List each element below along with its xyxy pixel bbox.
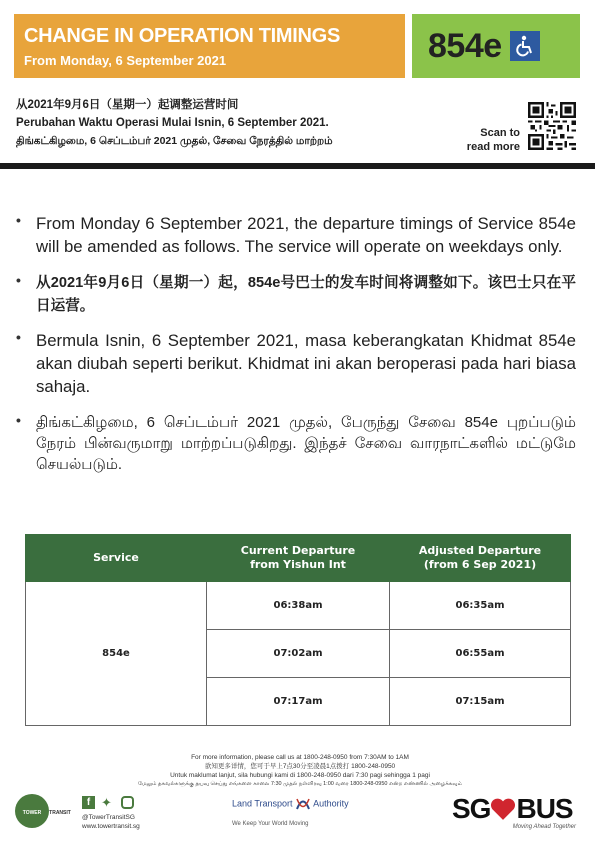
- tower-transit-logo: [14, 793, 76, 831]
- col-adjusted-header: Adjusted Departure (from 6 Sep 2021): [390, 535, 571, 582]
- instagram-icon[interactable]: [121, 796, 134, 809]
- contact-info-malay: Untuk maklumat lanjut, sila hubungi kami di 1800-248-0950 dari 7:30 pagi sehingga 1 pagi: [170, 772, 430, 779]
- wheelchair-icon: [510, 31, 540, 61]
- divider: [0, 163, 595, 169]
- bullet-chinese: • 从2021年9月6日（星期一）起，854e号巴士的发车时间将调整如下。该巴士只在平日运营。: [16, 272, 576, 318]
- title-banner: [14, 14, 405, 78]
- social-handle: @TowerTransitSG: [82, 814, 135, 821]
- lta-logo: [232, 797, 362, 827]
- bullet-english: • From Monday 6 September 2021, the departure timings of Service 854e will be amended as follows. The service will operate on weekdays only.: [16, 212, 576, 256]
- twitter-icon[interactable]: ✦: [101, 795, 112, 810]
- current-time-cell: 07:02am: [207, 630, 390, 678]
- facebook-icon[interactable]: f: [82, 796, 95, 809]
- sgbus-logo: SG BUS Moving Ahead Together: [452, 794, 582, 830]
- qr-label-line1: Scan to: [480, 127, 520, 139]
- col-current-header: Current Departure from Yishun Int: [207, 535, 390, 582]
- website-link[interactable]: www.towertransit.sg: [82, 823, 140, 830]
- adjusted-time-cell: 06:55am: [390, 630, 571, 678]
- header: [14, 14, 580, 78]
- qr-label: [454, 126, 520, 154]
- lta-name-2: Authority: [313, 798, 349, 809]
- adjusted-time-cell: 07:15am: [390, 678, 571, 726]
- lta-name-1: Land Transport: [232, 798, 293, 809]
- table-header-row: [26, 535, 571, 582]
- contact-info-tamil: மேலும் தகவல்களுக்கு தயவு செய்து எங்களை காலை 7:30 முதல் நள்ளிரவு 1:00 வரை 1800-248-0950 என்ற எண்ணில் அழைக்கவும்: [138, 781, 462, 787]
- current-time-cell: 06:38am: [207, 582, 390, 630]
- service-cell: 854e: [26, 582, 207, 726]
- social-links: [82, 796, 162, 831]
- announcement-body: [16, 212, 576, 475]
- service-number: 854e: [428, 26, 502, 65]
- bullet-chinese-text: 从2021年9月6日（星期一）起，854e号巴士的发车时间将调整如下。该巴士只在平日运营。: [36, 275, 576, 314]
- subtitle-malay: Perubahan Waktu Operasi Mulai Isnin, 6 September 2021.: [16, 117, 329, 129]
- page-subtitle: From Monday, 6 September 2021: [24, 53, 227, 68]
- table-row: [26, 582, 571, 630]
- lta-emblem-icon: [295, 797, 311, 811]
- sgbus-tagline: Moving Ahead Together: [512, 824, 576, 830]
- bullet-malay-text: Bermula Isnin, 6 September 2021, masa keberangkatan Khidmat 854e akan diubah seperti berikut. Khidmat ini akan beroperasi pada hari biasa sahaja.: [36, 331, 576, 396]
- bullet-tamil: • திங்கட்கிழமை, 6 செப்டம்பர் 2021 முதல், பேருந்து சேவை 854e புறப்படும் நேரம் பின்வருமாறு மாற்றப்படுகிறது. இந்தச் சேவை வாரநாட்களில் மட்டுமே செயல்படும்.: [16, 412, 576, 473]
- contact-info: [100, 753, 500, 789]
- heart-icon: [490, 797, 516, 821]
- svg-text:TOWER: TOWER: [22, 810, 42, 816]
- timings-table: [25, 534, 571, 726]
- subtitle-chinese: 从2021年9月6日（星期一）起调整运营时间: [16, 99, 239, 111]
- multilingual-subtitles: [16, 96, 446, 150]
- page-title: CHANGE IN OPERATION TIMINGS: [24, 25, 340, 47]
- subtitle-tamil: திங்கட்கிழமை, 6 செப்டம்பர் 2021 முதல், சேவை நேரத்தில் மாற்றம்: [16, 135, 333, 147]
- current-time-cell: 07:17am: [207, 678, 390, 726]
- lta-tagline: We Keep Your World Moving: [232, 821, 309, 827]
- contact-info-chinese: 欲知更多详情，您可于早上7点30分至凌晨1点拨打 1800-248-0950: [204, 763, 396, 770]
- adjusted-time-cell: 06:35am: [390, 582, 571, 630]
- qr-label-line2: read more: [466, 141, 520, 153]
- contact-info-english: For more information, please call us at 1800-248-0950 from 7:30AM to 1AM: [191, 754, 409, 761]
- qr-code-icon[interactable]: [528, 102, 576, 150]
- col-service-header: Service: [26, 535, 207, 582]
- bullet-tamil-text: திங்கட்கிழமை, 6 செப்டம்பர் 2021 முதல், பேருந்து சேவை 854e புறப்படும் நேரம் பின்வருமாறு மாற்றப்படுகிறது. இந்தச் சேவை வாரநாட்களில் மட்டுமே செயல்படும்.: [36, 414, 576, 473]
- bullet-english-text: From Monday 6 September 2021, the departure timings of Service 854e will be amended as follows. The service will operate on weekdays only.: [36, 214, 576, 256]
- service-badge: [412, 14, 580, 78]
- bullet-malay: • Bermula Isnin, 6 September 2021, masa keberangkatan Khidmat 854e akan diubah seperti berikut. Khidmat ini akan beroperasi pada hari biasa sahaja.: [16, 329, 576, 396]
- svg-text:TRANSIT: TRANSIT: [49, 810, 71, 816]
